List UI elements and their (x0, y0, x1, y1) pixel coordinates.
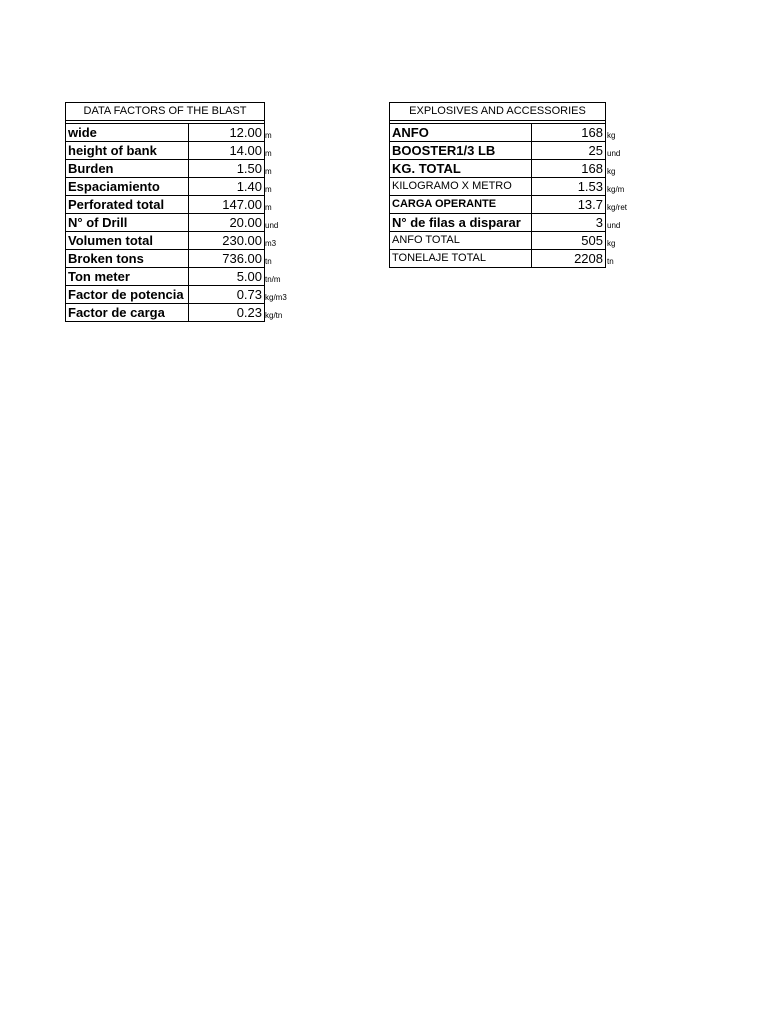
row-label: KILOGRAMO X METRO (390, 178, 532, 196)
row-label: Ton meter (66, 268, 189, 286)
unit-label: kg/m3 (265, 293, 287, 302)
unit-label: kg (607, 131, 616, 140)
row-value: 2208 (531, 250, 605, 268)
row-value: 25 (531, 142, 605, 160)
unit-label: m (265, 167, 272, 176)
table-row (390, 196, 606, 214)
blast-table-title: DATA FACTORS OF THE BLAST (66, 103, 265, 121)
unit-label: kg (607, 167, 616, 176)
row-label: BOOSTER1/3 LB (390, 142, 532, 160)
row-label: Perforated total (66, 196, 189, 214)
row-label: CARGA OPERANTE (390, 196, 532, 214)
table-row (390, 214, 606, 232)
table-row (66, 304, 265, 322)
row-value: 14.00 (188, 142, 264, 160)
row-label: Broken tons (66, 250, 189, 268)
unit-label: tn (265, 257, 272, 266)
unit-label: kg/tn (265, 311, 283, 320)
row-label: ANFO (390, 124, 532, 142)
unit-label: und (265, 221, 279, 230)
row-label: Espaciamiento (66, 178, 189, 196)
table-row (390, 124, 606, 142)
explosives-table-title: EXPLOSIVES AND ACCESSORIES (390, 103, 606, 121)
table-row (66, 124, 265, 142)
unit-label: tn/m (265, 275, 281, 284)
unit-label: und (607, 149, 621, 158)
unit-label: kg/ret (607, 203, 628, 212)
unit-label: m3 (265, 239, 277, 248)
row-value: 1.40 (188, 178, 264, 196)
row-label: N° de filas a disparar (390, 214, 532, 232)
table-row (66, 196, 265, 214)
row-value: 12.00 (188, 124, 264, 142)
unit-label: und (607, 221, 621, 230)
row-value: 147.00 (188, 196, 264, 214)
unit-label: m (265, 185, 272, 194)
row-value: 5.00 (188, 268, 264, 286)
row-label: N° of Drill (66, 214, 189, 232)
table-row (390, 232, 606, 250)
row-label: Burden (66, 160, 189, 178)
table-row (66, 142, 265, 160)
row-label: Factor de potencia (66, 286, 189, 304)
row-label: TONELAJE TOTAL (390, 250, 532, 268)
table-row (66, 232, 265, 250)
table-header-row (66, 103, 265, 121)
table-row (66, 214, 265, 232)
table-row (390, 178, 606, 196)
unit-label: m (265, 149, 272, 158)
table-row (66, 268, 265, 286)
explosives-table (389, 102, 606, 268)
unit-label: m (265, 131, 272, 140)
row-value: 230.00 (188, 232, 264, 250)
row-label: wide (66, 124, 189, 142)
row-label: height of bank (66, 142, 189, 160)
row-value: 13.7 (531, 196, 605, 214)
table-row (390, 250, 606, 268)
row-value: 20.00 (188, 214, 264, 232)
table-row (390, 142, 606, 160)
table-row (66, 286, 265, 304)
row-value: 736.00 (188, 250, 264, 268)
unit-label: m (265, 203, 272, 212)
row-label: Factor de carga (66, 304, 189, 322)
table-row (66, 160, 265, 178)
row-label: ANFO TOTAL (390, 232, 532, 250)
row-value: 168 (531, 160, 605, 178)
unit-label: kg/m (607, 185, 625, 194)
table-row (66, 250, 265, 268)
row-value: 1.53 (531, 178, 605, 196)
row-value: 1.50 (188, 160, 264, 178)
table-header-row (390, 103, 606, 121)
unit-label: tn (607, 257, 614, 266)
unit-label: kg (607, 239, 616, 248)
row-label: Volumen total (66, 232, 189, 250)
row-value: 0.23 (188, 304, 264, 322)
blast-factors-table (65, 102, 265, 322)
row-label: KG. TOTAL (390, 160, 532, 178)
row-value: 3 (531, 214, 605, 232)
table-row (66, 178, 265, 196)
row-value: 0.73 (188, 286, 264, 304)
row-value: 168 (531, 124, 605, 142)
row-value: 505 (531, 232, 605, 250)
table-row (390, 160, 606, 178)
